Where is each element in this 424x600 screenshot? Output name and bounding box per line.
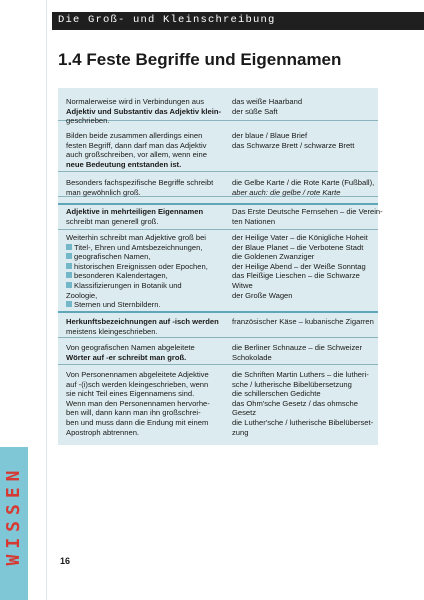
- rule-line: Wenn man den Personennamen hervorhe-: [66, 398, 210, 408]
- example-line: Das Erste Deutsche Fernsehen – die Verein-: [232, 207, 383, 216]
- header-title: Die Groß- und Kleinschreibung: [58, 14, 276, 26]
- example-text: [232, 131, 372, 150]
- row-divider: [58, 203, 378, 205]
- rule-line: ben will, dann kann man ihn großschrei-: [66, 408, 201, 418]
- row-divider: [58, 311, 378, 313]
- row-divider: [58, 229, 378, 230]
- rule-line: historischen Ereignissen oder Epochen,: [74, 261, 208, 271]
- rule-line: festen Begriff, dann darf man das Adjektiv: [66, 140, 207, 150]
- example-line: zung: [232, 427, 249, 437]
- rule-line: auf -(i)sch werden kleingeschrieben, wenn: [66, 379, 209, 389]
- rule-text: [66, 131, 226, 169]
- rule-line: geografischen Namen,: [74, 252, 151, 262]
- example-text: [232, 178, 375, 197]
- rule-line: Zoologie,: [66, 290, 98, 300]
- row-divider: [58, 337, 378, 338]
- rule-text: [66, 178, 226, 197]
- side-label: WISSEN: [3, 464, 24, 566]
- example-line: Gesetz: [232, 408, 257, 418]
- example-line: aber auch: die gelbe / rote Karte: [232, 187, 341, 197]
- rule-text: [66, 343, 226, 362]
- rule-line: Sternen und Sternbildern.: [74, 300, 161, 310]
- rule-text: [66, 207, 226, 226]
- example-line: sche / lutherische Bibelübersetzung: [232, 379, 352, 389]
- rule-line: Wörter auf -er schreibt man groß.: [66, 352, 187, 362]
- rule-line: geschrieben.: [66, 116, 110, 126]
- example-text: [232, 207, 383, 226]
- example-line: die Gelbe Karte / die Rote Karte (Fußball),: [232, 178, 375, 187]
- example-line: die Berliner Schnauze – die Schweizer: [232, 343, 363, 352]
- rule-line: Normalerweise wird in Verbindungen aus: [66, 97, 205, 106]
- rule-line: besonderen Kalendertagen,: [74, 271, 168, 281]
- rule-text: [66, 317, 226, 336]
- side-label-wrapper: [0, 450, 28, 580]
- example-line: die schillerschen Gedichte: [232, 389, 321, 399]
- rule-line: schreibt man generell groß.: [66, 216, 159, 226]
- rule-text: [66, 233, 226, 310]
- example-line: die Schriften Martin Luthers – die lutheri-: [232, 370, 369, 379]
- header-bar: [52, 12, 424, 30]
- example-line: der süße Saft: [232, 106, 278, 116]
- rule-line: Adjektiv und Substantiv das Adjektiv klein-: [66, 106, 222, 116]
- example-line: ten Nationen: [232, 216, 276, 226]
- bullet-square-icon: [66, 244, 72, 250]
- example-line: Schokolade: [232, 352, 272, 362]
- example-line: Witwe: [232, 280, 253, 290]
- bullet-square-icon: [66, 263, 72, 269]
- rule-line: man gewöhnlich groß.: [66, 187, 141, 197]
- rule-text: [66, 97, 226, 126]
- rule-line: meistens kleingeschrieben.: [66, 326, 158, 336]
- bullet-square-icon: [66, 301, 72, 307]
- bullet-square-icon: [66, 272, 72, 278]
- rule-line: Besonders fachspezifische Begriffe schreibt: [66, 178, 214, 187]
- page-number: 16: [60, 556, 71, 566]
- example-line: das Fleißige Lieschen – die Schwarze: [232, 271, 360, 281]
- rule-line: sie nicht Teil eines Eigennamens sind.: [66, 389, 195, 399]
- rule-line: Von Personennamen abgeleitete Adjektive: [66, 370, 209, 379]
- example-line: französischer Käse – kubanische Zigarren: [232, 317, 374, 326]
- rule-line: Klassifizierungen in Botanik und: [74, 280, 182, 290]
- example-line: das Ohm'sche Gesetz / das ohmsche: [232, 398, 358, 408]
- row-divider: [58, 171, 378, 172]
- example-line: der blaue / Blaue Brief: [232, 131, 308, 140]
- example-line: die Goldenen Zwanziger: [232, 252, 315, 262]
- example-line: der Heilige Abend – der Weiße Sonntag: [232, 261, 366, 271]
- example-text: [232, 317, 372, 327]
- rule-line: Herkunftsbezeichnungen auf -isch werden: [66, 317, 219, 326]
- rule-line: Adjektive in mehrteiligen Eigennamen: [66, 207, 204, 216]
- example-text: [232, 370, 372, 437]
- example-line: das Schwarze Brett / schwarze Brett: [232, 140, 355, 150]
- rule-line: Apostroph abtrennen.: [66, 427, 140, 437]
- rule-line: Weiterhin schreibt man Adjektive groß bei: [66, 233, 206, 242]
- page-title: 1.4 Feste Begriffe und Eigennamen: [58, 50, 342, 69]
- example-line: der Große Wagen: [232, 290, 293, 300]
- rule-line: Von geografischen Namen abgeleitete: [66, 343, 195, 352]
- row-divider: [58, 364, 378, 365]
- bullet-square-icon: [66, 282, 72, 288]
- rule-text: [66, 370, 226, 437]
- example-line: der Heilige Vater – die Königliche Hoheit: [232, 233, 368, 242]
- margin-line: [46, 0, 47, 600]
- example-text: [232, 343, 372, 362]
- example-line: der Blaue Planet – die Verbotene Stadt: [232, 242, 364, 252]
- rule-line: auch großschreiben, vor allem, wenn eine: [66, 150, 207, 160]
- rule-line: neue Bedeutung entstanden ist.: [66, 159, 182, 169]
- example-text: [232, 233, 372, 300]
- rule-line: ben und muss dann die Endung mit einem: [66, 417, 209, 427]
- bullet-square-icon: [66, 253, 72, 259]
- rule-line: Bilden beide zusammen allerdings einen: [66, 131, 203, 140]
- example-line: die Luther'sche / lutherische Bibelüberset-: [232, 417, 374, 427]
- example-line: das weiße Haarband: [232, 97, 303, 106]
- example-text: [232, 97, 372, 116]
- rule-line: Titel-, Ehren und Amtsbezeichnungen,: [74, 242, 203, 252]
